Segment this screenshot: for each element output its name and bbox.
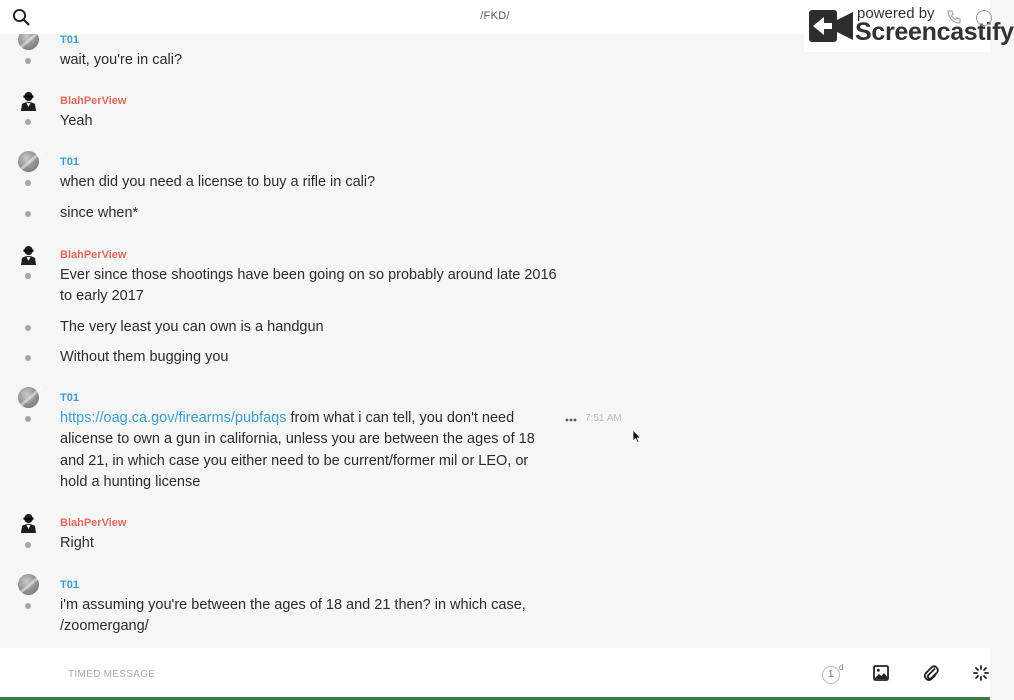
image-icon xyxy=(873,665,889,681)
read-indicator-dot xyxy=(25,119,31,125)
message-text xyxy=(60,408,558,493)
message-text: The very least you can own is a handgun xyxy=(60,319,324,335)
read-indicator-dot xyxy=(25,603,31,609)
message-author[interactable]: T01 xyxy=(60,156,79,168)
message-more-button[interactable] xyxy=(565,411,577,425)
message-author[interactable]: T01 xyxy=(60,579,79,591)
message-author[interactable]: T01 xyxy=(60,34,79,46)
read-indicator-dot xyxy=(25,416,31,422)
avatar[interactable] xyxy=(18,244,39,265)
watermark-brand: Screencastify xyxy=(855,18,1014,46)
info-icon[interactable] xyxy=(976,10,992,26)
message-author[interactable]: BlahPerView xyxy=(60,249,127,261)
avatar[interactable] xyxy=(18,90,39,111)
video-camera-logo-icon xyxy=(808,8,854,49)
recording-watermark xyxy=(804,0,1014,52)
avatar[interactable] xyxy=(18,574,39,595)
read-indicator-dot xyxy=(25,325,31,331)
read-indicator-dot xyxy=(25,180,31,186)
ellipsis-icon xyxy=(565,418,577,422)
message-text: Yeah xyxy=(60,113,93,129)
message-text: i'm assuming you're between the ages of 18 and 21 then? in which case, /zoomergang/ xyxy=(60,597,526,635)
spinner-icon xyxy=(973,665,989,681)
message-input[interactable] xyxy=(60,662,660,686)
phone-icon[interactable] xyxy=(946,9,962,30)
message-text: Without them bugging you xyxy=(60,349,229,365)
avatar[interactable] xyxy=(18,387,39,408)
channel-title[interactable]: /FKD/ xyxy=(480,10,510,22)
message-timer-button[interactable] xyxy=(822,663,844,685)
message-text: Right xyxy=(60,535,94,551)
message-author[interactable]: T01 xyxy=(60,392,79,404)
avatar[interactable] xyxy=(18,512,39,533)
message-text-body: from what i can tell, you don't need alicense to own a gun in california, unless you are between the ages of 18 and 21, in which case you either need to be current/former mil or LEO, or hold a hunting license xyxy=(60,410,535,490)
message-text: wait, you're in cali? xyxy=(60,52,183,68)
read-indicator-dot xyxy=(25,273,31,279)
image-upload-button[interactable] xyxy=(873,665,889,686)
composer-bar xyxy=(0,648,990,700)
message-author[interactable]: BlahPerView xyxy=(60,517,127,529)
message-text: when did you need a license to buy a rifle in cali? xyxy=(60,174,376,190)
loading-spinner xyxy=(973,665,989,686)
timer-value: 1 xyxy=(828,669,834,680)
avatar[interactable] xyxy=(18,151,39,172)
read-indicator-dot xyxy=(25,355,31,361)
message-author[interactable]: BlahPerView xyxy=(60,95,127,107)
timer-unit: d xyxy=(839,663,844,672)
message-link[interactable]: https://oag.ca.gov/firearms/pubfaqs xyxy=(60,410,287,426)
read-indicator-dot xyxy=(25,58,31,64)
message-text: Ever since those shootings have been going on so probably around late 2016 to early 2017 xyxy=(60,267,557,305)
message-text: since when* xyxy=(60,205,139,221)
mouse-pointer-icon xyxy=(632,429,642,449)
watermark-caption: powered by xyxy=(857,5,935,22)
message-timestamp: 7:51 AM xyxy=(585,413,622,424)
read-indicator-dot xyxy=(25,211,31,217)
paperclip-icon xyxy=(923,664,939,682)
attach-file-button[interactable] xyxy=(923,664,939,687)
read-indicator-dot xyxy=(25,542,31,548)
